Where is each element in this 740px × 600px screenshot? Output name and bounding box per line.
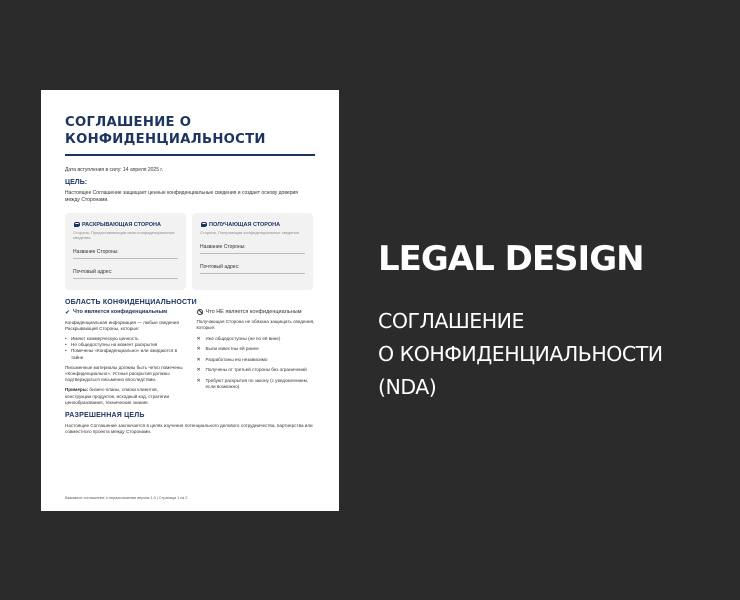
examples-body: бизнес-планы, списки клиентов, конструкции продуктов, исходный код, стратегии ценообразования, технические знания.: [65, 387, 170, 405]
receiving-party-name-field: Название Стороны:: [200, 244, 305, 254]
document-footer: Взаимное соглашение о неразглашении версия 1.0 | Страница 1 из 2: [65, 496, 188, 500]
nda-document-preview: [41, 90, 339, 511]
receiving-party-heading: [200, 222, 305, 228]
subtitle-line: СОГЛАШЕНИЕ: [378, 309, 524, 333]
goal-heading: ЦЕЛЬ:: [65, 178, 88, 186]
prohibited-icon: [197, 309, 203, 315]
receiving-party-address-field: Почтовый адрес:: [200, 264, 305, 274]
goal-text: Настоящее Соглашение защищает ценные конфиденциальные сведения и создает основу доверия между Сторонами.: [65, 189, 298, 203]
marking-note: Письменные материалы должны быть четко помечены «Конфиденциально». Устные раскрытия должны подтверждаться письменно впоследствии.: [65, 364, 183, 383]
list-item: ✕ Разработаны ею независимо: [197, 357, 316, 363]
list-item: ✕ Требуют раскрытия по закону (с уведомлением, если возможно): [197, 378, 316, 390]
list-item: ✕ Уже общедоступны (не по её вине): [197, 336, 316, 342]
confidential-criteria-list: [65, 336, 184, 361]
lock-icon: [200, 222, 206, 228]
brand-title: LEGAL DESIGN: [378, 239, 644, 279]
scope-heading: ОБЛАСТЬ КОНФИДЕНЦИАЛЬНОСТИ: [65, 298, 197, 306]
not-confidential-heading: [197, 309, 316, 315]
subtitle-line: (NDA): [378, 375, 437, 399]
list-item: • Имеют коммерческую ценность: [65, 336, 184, 342]
check-icon: ✔: [65, 309, 71, 316]
receiving-party-title: ПОЛУЧАЮЩАЯ СТОРОНА: [209, 221, 281, 228]
disclosing-party-heading: [73, 222, 178, 228]
confidential-intro: Конфиденциальная информация — любые сведения Раскрывающей Стороны, которые:: [65, 319, 179, 331]
confidential-heading: [65, 309, 184, 316]
title-panel: [378, 239, 663, 404]
list-item: • Помечены «Конфиденциально» или ожидаются в тайне: [65, 348, 184, 360]
effective-date: Дата вступления в силу: 14 апреля 2025 г.: [65, 166, 163, 173]
receiving-party-card: [192, 213, 313, 290]
document-title: СОГЛАШЕНИЕ О КОНФИДЕНЦИАЛЬНОСТИ: [65, 115, 266, 147]
scope-columns: [65, 309, 315, 406]
parties-section: [65, 213, 313, 290]
not-confidential-heading-label: Что НЕ является конфиденциальным: [205, 308, 302, 315]
subtitle: [378, 305, 663, 404]
not-confidential-column: [197, 309, 316, 406]
receiving-party-description: Сторона, Получающая конфиденциальные сведения: [200, 229, 299, 235]
examples-text: [65, 387, 184, 406]
not-confidential-intro: Получающая Сторона не обязана защищать сведения, которые:: [196, 318, 315, 330]
disclosing-party-description: Сторона, Предоставляющая свою конфиденциальные сведения: [73, 229, 175, 240]
list-item: ✕ Получены от третьей стороны без ограничений: [197, 367, 316, 373]
disclosing-party-name-field: Название Стороны:: [73, 249, 178, 259]
confidential-heading-label: Что является конфиденциальным: [73, 309, 168, 315]
lock-icon: [73, 222, 79, 228]
exclusions-list: [197, 336, 316, 390]
subtitle-line: О КОНФИДЕНЦИАЛЬНОСТИ: [378, 342, 663, 366]
confidential-column: [65, 309, 184, 406]
list-item: ✕ Были известны ей ранее: [197, 346, 316, 352]
examples-label: Примеры:: [65, 387, 89, 393]
list-item: • Не общедоступны на момент раскрытия: [65, 342, 184, 348]
permitted-purpose-text: Настоящее Соглашение заключается в целях изучения потенциального делового сотрудничества, партнерства или совместного проекта между Сторонами.: [65, 422, 313, 435]
disclosing-party-address-field: Почтовый адрес:: [73, 269, 178, 279]
disclosing-party-card: [65, 213, 186, 290]
title-divider: [65, 154, 315, 156]
disclosing-party-title: РАСКРЫВАЮЩАЯ СТОРОНА: [82, 221, 161, 228]
permitted-purpose-heading: РАЗРЕШЕННАЯ ЦЕЛЬ: [65, 411, 145, 419]
